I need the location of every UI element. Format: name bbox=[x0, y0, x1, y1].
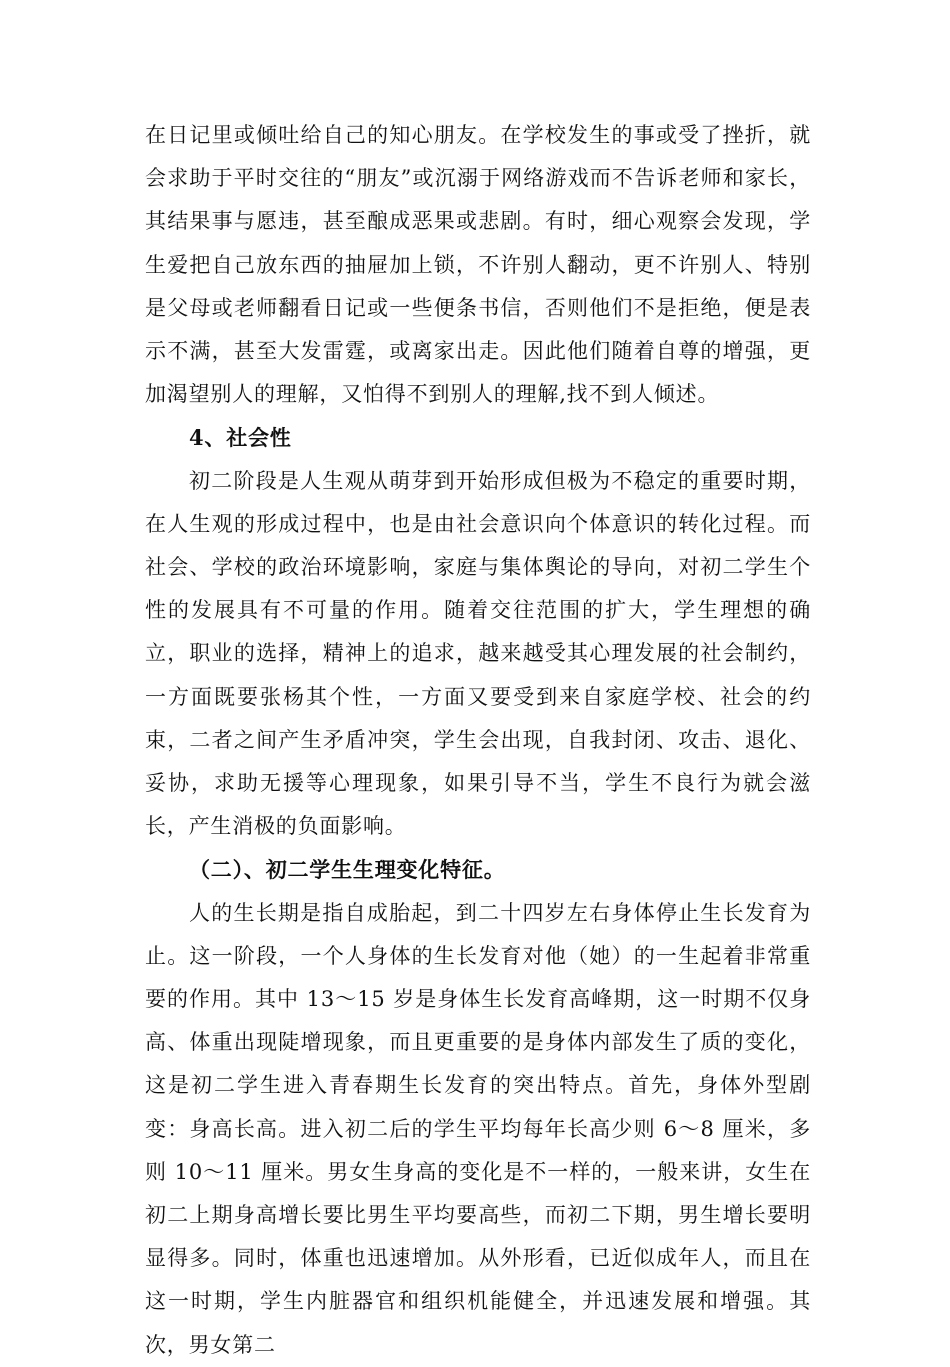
body-paragraph: 在日记里或倾吐给自己的知心朋友。在学校发生的事或受了挫折，就会求助于平时交往的“朋友”或沉溺于网络游戏而不告诉老师和家长，其结果事与愿违，甚至酿成恶果或悲剧。有时，细心观察会发现，学生爱把自己放东西的抽屉加上锁，不许别人翻动，更不许别人、特别是父母或老师翻看日记或一些便条书信，否则他们不是拒绝，便是表示不满，甚至大发雷霆，或离家出走。因此他们随着自尊的增强，更加渴望别人的理解，又怕得不到别人的理解,找不到人倾述。 bbox=[145, 123, 811, 407]
section-heading: 4、社会性 bbox=[189, 425, 292, 451]
document-page bbox=[145, 114, 811, 1367]
body-paragraph: 初二阶段是人生观从萌芽到开始形成但极为不稳定的重要时期，在人生观的形成过程中，也是由社会意识向个体意识的转化过程。而社会、学校的政治环境影响，家庭与集体舆论的导向，对初二学生个性的发展具有不可量的作用。随着交往范围的扩大，学生理想的确立，职业的选择，精神上的追求，越来越受其心理发展的社会制约，一方面既要张杨其个性，一方面又要受到来自家庭学校、社会的约束，二者之间产生矛盾冲突，学生会出现，自我封闭、攻击、退化、妥协，求助无援等心理现象，如果引导不当，学生不良行为就会滋长，产生消极的负面影响。 bbox=[145, 468, 811, 839]
section-heading: （二）、初二学生生理变化特征。 bbox=[189, 857, 506, 883]
body-paragraph: 人的生长期是指自成胎起，到二十四岁左右身体停止生长发育为止。这一阶段，一个人身体的生长发育对他（她）的一生起着非常重要的作用。其中 13～15 岁是身体生长发育高峰期，这一时期不仅身高、体重出现陡增现象，而且更重要的是身体内部发生了质的变化，这是初二学生进入青春期生长发育的突出特点。首先，身体外型剧变：身高长高。进入初二后的学生平均每年长高少则 6～8 厘米，多则 10～11 厘米。男女生身高的变化是不一样的，一般来讲，女生在初二上期身高增长要比男生平均要高些，而初二下期，男生增长要明显得多。同时，体重也迅速增加。从外形看，已近似成年人，而且在这一时期，学生内脏器官和组织机能健全，并迅速发展和增强。其次，男女第二 bbox=[145, 900, 811, 1357]
